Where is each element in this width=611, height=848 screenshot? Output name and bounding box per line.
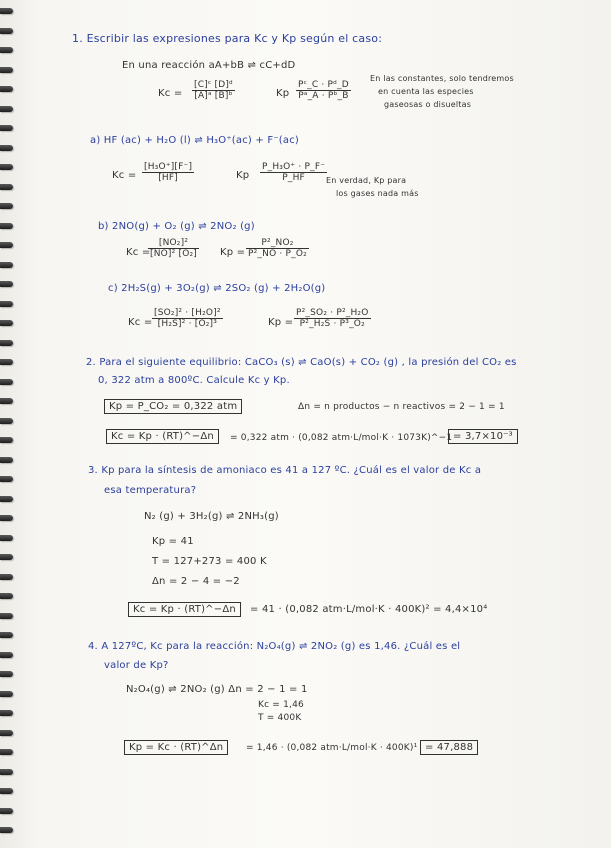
spiral-ring bbox=[0, 515, 13, 521]
q1-kp-label: Kp bbox=[276, 88, 290, 99]
q2-kc-formula-box: Kc = Kp · (RT)^−Δn bbox=[106, 429, 219, 444]
spiral-ring bbox=[0, 223, 13, 229]
spiral-ring bbox=[0, 652, 13, 658]
spiral-ring bbox=[0, 320, 13, 326]
q1c-kp-label: Kp = bbox=[268, 317, 294, 328]
spiral-ring bbox=[0, 535, 13, 541]
q1a-kc-numerator: [H₃O⁺][F⁻] bbox=[144, 162, 193, 172]
q4-kp-formula-box: Kp = Kc · (RT)^Δn bbox=[124, 740, 228, 755]
spiral-ring bbox=[0, 691, 13, 697]
spiral-ring bbox=[0, 340, 13, 346]
spiral-ring bbox=[0, 418, 13, 424]
q1b-kc-denominator: [NO]² [O₂] bbox=[150, 249, 198, 259]
spiral-ring bbox=[0, 184, 13, 190]
spiral-ring bbox=[0, 379, 13, 385]
q1b-kc-label: Kc = bbox=[126, 247, 151, 258]
spiral-binding bbox=[0, 0, 16, 848]
spiral-ring bbox=[0, 457, 13, 463]
q1a-kp-fraction bbox=[260, 162, 327, 183]
q1a-kc-fraction bbox=[142, 162, 194, 183]
q3-delta-n: Δn = 2 − 4 = −2 bbox=[152, 576, 240, 587]
q4-kp-result: = 47,888 bbox=[420, 740, 478, 755]
q3-text-line1: 3. Kp para la síntesis de amoniaco es 41 a 127 ºC. ¿Cuál es el valor de Kc a bbox=[88, 465, 482, 476]
q1b-kc-numerator: [NO₂]² bbox=[148, 238, 199, 249]
q4-kp-calculation: = 1,46 · (0,082 atm·L/mol·K · 400K)¹ bbox=[246, 743, 418, 753]
q1c-equation: c) 2H₂S(g) + 3O₂(g) ⇌ 2SO₂ (g) + 2H₂O(g) bbox=[108, 283, 326, 294]
q1-title: 1. Escribir las expresiones para Kc y Kp según el caso: bbox=[72, 32, 383, 45]
q1-kp-denominator: Pᵃ_A · Pᵇ_B bbox=[298, 91, 349, 101]
q2-delta-n: Δn = n productos − n reactivos = 2 − 1 = 1 bbox=[298, 402, 505, 412]
q4-text-line2: valor de Kp? bbox=[104, 660, 169, 671]
q4-temperature: T = 400K bbox=[258, 713, 302, 723]
q1a-equation: a) HF (ac) + H₂O (l) ⇌ H₃O⁺(ac) + F⁻(ac) bbox=[90, 135, 300, 146]
q1a-kp-denominator: P_HF bbox=[282, 173, 305, 183]
q1a-note-line1: En verdad, Kp para bbox=[326, 176, 407, 185]
spiral-ring bbox=[0, 749, 13, 755]
q2-text-line2: 0, 322 atm a 800ºC. Calcule Kc y Kp. bbox=[98, 375, 290, 386]
spiral-ring bbox=[0, 242, 13, 248]
q1c-kc-label: Kc = bbox=[128, 317, 153, 328]
spiral-ring bbox=[0, 710, 13, 716]
q2-kc-calculation: = 0,322 atm · (0,082 atm·L/mol·K · 1073K)^−1 bbox=[230, 433, 453, 443]
q2-text-line1: 2. Para el siguiente equilibrio: CaCO₃ (s) ⇌ CaO(s) + CO₂ (g) , la presión del CO₂ es bbox=[86, 357, 517, 368]
q1-kc-denominator: [A]ᵃ [B]ᵇ bbox=[194, 91, 233, 101]
q1b-kp-label: Kp = bbox=[220, 247, 246, 258]
spiral-ring bbox=[0, 671, 13, 677]
spiral-ring bbox=[0, 67, 13, 73]
spiral-ring bbox=[0, 47, 13, 53]
spiral-ring bbox=[0, 574, 13, 580]
q4-text-line1: 4. A 127ºC, Kc para la reacción: N₂O₄(g) ⇌ 2NO₂ (g) es 1,46. ¿Cuál es el bbox=[88, 641, 461, 652]
q1c-kc-fraction bbox=[152, 308, 223, 329]
q1a-kc-label: Kc = bbox=[112, 170, 137, 181]
spiral-ring bbox=[0, 106, 13, 112]
spiral-ring bbox=[0, 203, 13, 209]
spiral-ring bbox=[0, 827, 13, 833]
spiral-ring bbox=[0, 359, 13, 365]
q2-kp-boxed-result: Kp = P_CO₂ = 0,322 atm bbox=[104, 399, 242, 414]
spiral-ring bbox=[0, 554, 13, 560]
spiral-ring bbox=[0, 437, 13, 443]
q1c-kc-denominator: [H₂S]² · [O₂]³ bbox=[157, 319, 218, 329]
q1-intro: En una reacción aA+bB ⇌ cC+dD bbox=[122, 60, 296, 71]
q1a-kp-numerator: P_H₃O⁺ · P_F⁻ bbox=[262, 162, 326, 172]
spiral-ring bbox=[0, 301, 13, 307]
spiral-ring bbox=[0, 593, 13, 599]
spiral-ring bbox=[0, 28, 13, 34]
q1b-kc-fraction bbox=[148, 238, 199, 259]
q1c-kp-numerator: P²_SO₂ · P²_H₂O bbox=[296, 308, 369, 318]
q3-kc-formula-box: Kc = Kp · (RT)^−Δn bbox=[128, 602, 241, 617]
spiral-ring bbox=[0, 125, 13, 131]
spiral-ring bbox=[0, 164, 13, 170]
q1a-note-line2: los gases nada más bbox=[336, 189, 419, 198]
spiral-ring bbox=[0, 281, 13, 287]
spiral-ring bbox=[0, 632, 13, 638]
q3-kp-value: Kp = 41 bbox=[152, 536, 194, 547]
spiral-ring bbox=[0, 769, 13, 775]
q1c-kp-denominator: P²_H₂S · P³_O₂ bbox=[299, 319, 365, 329]
q1-kc-numerator: [C]ᶜ [D]ᵈ bbox=[194, 80, 233, 90]
spiral-ring bbox=[0, 730, 13, 736]
q1a-kp-label: Kp bbox=[236, 170, 250, 181]
q1a-kc-denominator: [HF] bbox=[158, 173, 178, 183]
q1-kp-numerator: Pᶜ_C · Pᵈ_D bbox=[298, 80, 349, 90]
spiral-ring bbox=[0, 613, 13, 619]
q3-kc-calculation: = 41 · (0,082 atm·L/mol·K · 400K)² = 4,4×10⁴ bbox=[250, 604, 488, 615]
q1b-equation: b) 2NO(g) + O₂ (g) ⇌ 2NO₂ (g) bbox=[98, 221, 255, 232]
q1b-kp-numerator: P²_NO₂ bbox=[246, 238, 309, 249]
q4-kc-value: Kc = 1,46 bbox=[258, 700, 304, 710]
spiral-ring bbox=[0, 476, 13, 482]
spiral-ring bbox=[0, 398, 13, 404]
spiral-ring bbox=[0, 8, 13, 14]
spiral-ring bbox=[0, 262, 13, 268]
spiral-ring bbox=[0, 788, 13, 794]
q3-text-line2: esa temperatura? bbox=[104, 485, 197, 496]
q1b-kp-denominator: P²_NO · P_O₂ bbox=[248, 249, 307, 259]
spiral-ring bbox=[0, 496, 13, 502]
q1-kc-fraction bbox=[192, 80, 235, 101]
q1-kp-fraction bbox=[296, 80, 351, 101]
q3-temperature: T = 127+273 = 400 K bbox=[152, 556, 267, 567]
q1-note-line1: En las constantes, solo tendremos bbox=[370, 74, 514, 83]
q1-note-line2: en cuenta las especies bbox=[378, 87, 474, 96]
q1-kc-label: Kc = bbox=[158, 88, 183, 99]
spiral-ring bbox=[0, 808, 13, 814]
spiral-ring bbox=[0, 86, 13, 92]
q3-equation: N₂ (g) + 3H₂(g) ⇌ 2NH₃(g) bbox=[144, 511, 279, 522]
q1-note-line3: gaseosas o disueltas bbox=[384, 100, 472, 109]
spiral-ring bbox=[0, 145, 13, 151]
q2-kc-result: = 3,7×10⁻³ bbox=[448, 429, 518, 444]
q4-equation: N₂O₄(g) ⇌ 2NO₂ (g) Δn = 2 − 1 = 1 bbox=[126, 684, 308, 695]
q1c-kp-fraction bbox=[294, 308, 371, 329]
q1b-kp-fraction bbox=[246, 238, 309, 259]
q1c-kc-numerator: [SO₂]² · [H₂O]² bbox=[154, 308, 221, 318]
